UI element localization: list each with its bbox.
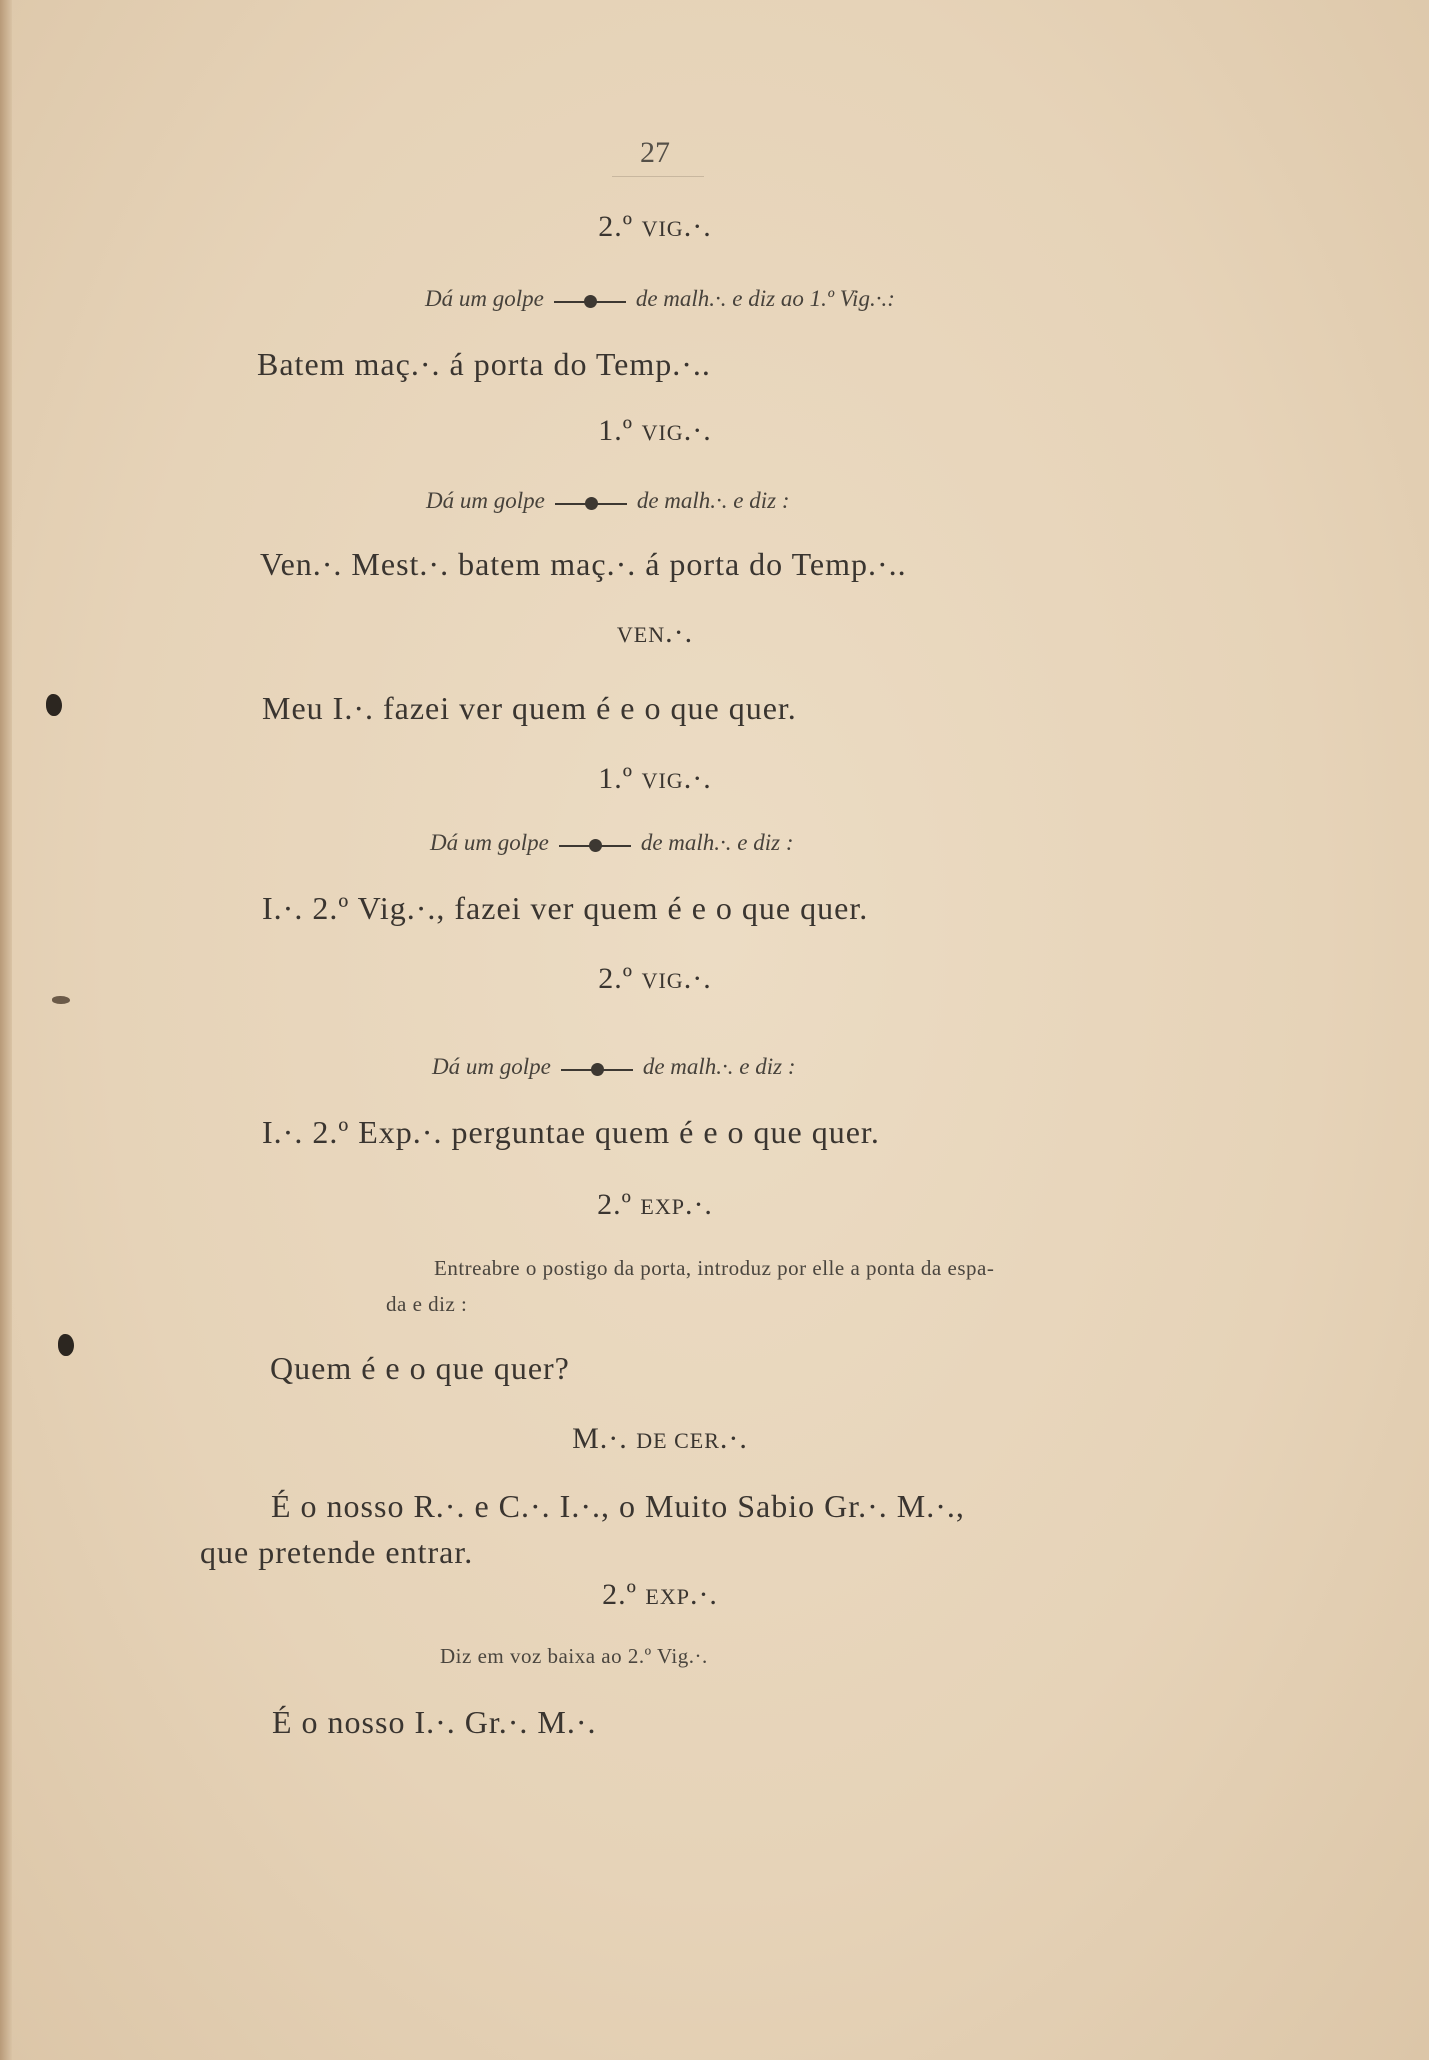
dialogue-line: I.·. 2.º Exp.·. perguntae quem é e o que quer.: [262, 1114, 880, 1150]
speaker-heading: 2.º EXP.·.: [597, 1188, 713, 1221]
dialogue-line: Batem maç.·. á porta do Temp.·..: [257, 346, 711, 382]
dialogue-line: Meu I.·. fazei ver quem é e o que quer.: [262, 690, 797, 726]
stage-direction: Dá um golpe de malh.·. e diz :: [426, 488, 790, 513]
mallet-icon: [561, 1062, 633, 1076]
dialogue-line: que pretende entrar.: [200, 1534, 474, 1570]
speaker-heading: 2.º VIG.·.: [598, 962, 712, 995]
mallet-icon: [554, 294, 626, 308]
dialogue-line: Quem é e o que quer?: [270, 1350, 570, 1386]
speaker-heading: 1.º VIG.·.: [598, 414, 712, 447]
punch-hole-bottom: [58, 1334, 74, 1356]
stage-direction: Dá um golpe de malh.·. e diz :: [432, 1054, 796, 1079]
dialogue-line: É o nosso I.·. Gr.·. M.·.: [272, 1704, 597, 1740]
mallet-icon: [559, 838, 631, 852]
dialogue-line: É o nosso R.·. e C.·. I.·., o Muito Sabio Gr.·. M.·.,: [271, 1488, 965, 1524]
speaker-heading: 2.º VIG.·.: [598, 210, 712, 243]
stage-direction: Dá um golpe de malh.·. e diz ao 1.º Vig.·.:: [425, 286, 895, 311]
stage-direction: Entreabre o postigo da porta, introduz por elle a ponta da espa-: [434, 1256, 995, 1280]
speaker-heading: M.·. DE CER.·.: [572, 1422, 748, 1455]
mallet-icon: [555, 496, 627, 510]
stage-direction: Dá um golpe de malh.·. e diz :: [430, 830, 794, 855]
stage-direction: da e diz :: [386, 1292, 468, 1316]
speaker-heading: VEN.·.: [616, 616, 694, 649]
speaker-heading: 1.º VIG.·.: [598, 762, 712, 795]
page-number-rule: [612, 176, 704, 177]
stage-direction: Diz em voz baixa ao 2.º Vig.·.: [440, 1644, 708, 1668]
page-number: 27: [640, 136, 670, 169]
dialogue-line: Ven.·. Mest.·. batem maç.·. á porta do Temp.·..: [260, 546, 907, 582]
speaker-heading: 2.º EXP.·.: [602, 1578, 718, 1611]
page-binding-edge: [0, 0, 12, 2060]
dialogue-line: I.·. 2.º Vig.·., fazei ver quem é e o que quer.: [262, 890, 869, 926]
punch-hole-top: [46, 694, 62, 716]
punch-hole-middle: [52, 996, 70, 1004]
